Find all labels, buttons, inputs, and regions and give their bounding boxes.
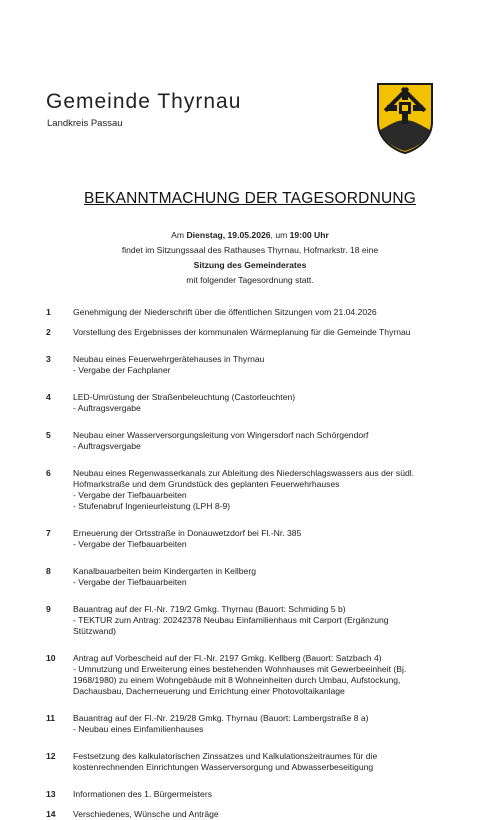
agenda-item-line: Dachausbau, Dacherneuerung und Errichtung einer Photovoltaikanlage (73, 686, 345, 696)
agenda-item-number: 12 (46, 751, 56, 761)
coat-of-arms-icon (376, 82, 434, 154)
agenda-item-line: - Vergabe der Tiefbauarbeiten (73, 577, 187, 587)
agenda-item-line: Neubau eines Regenwasserkanals zur Ableitung des Niederschlagswassers aus der südl. (73, 468, 415, 478)
agenda-item (46, 789, 466, 800)
agenda-item-number: 5 (46, 430, 51, 440)
agenda-item (46, 713, 466, 735)
agenda-item-line: Bauantrag auf der Fl.-Nr. 219/28 Gmkg. Thyrnau (Bauort: Lambergstraße 8 a) (73, 713, 369, 723)
agenda-item-line: Vorstellung des Ergebnisses der kommunalen Wärmeplanung für die Gemeinde Thyrnau (73, 327, 411, 337)
agenda-item-line: Neubau eines Feuerwehrgerätehauses in Thyrnau (73, 354, 265, 364)
agenda-item-text (73, 307, 466, 318)
agenda-item-line: Antrag auf Vorbescheid auf der Fl.-Nr. 2197 Gmkg. Kellberg (Bauort: Satzbach 4) (73, 653, 382, 663)
agenda-item (46, 327, 466, 338)
agenda-item-text (73, 354, 466, 376)
agenda-item-line: kostenrechnenden Einrichtungen Wasserversorgung und Abwasserbeseitigung (73, 762, 374, 772)
agenda-item-text (73, 392, 466, 414)
agenda-item (46, 354, 466, 376)
agenda-item-line: Verschiedenes, Wünsche und Anträge (73, 809, 219, 819)
agenda-item-line: - Auftragsvergabe (73, 441, 141, 451)
agenda-item (46, 468, 466, 512)
agenda-list (46, 307, 466, 820)
meeting-date: Dienstag, 19.05.2026 (186, 230, 271, 240)
agenda-item (46, 430, 466, 452)
agenda-item-line: - Umnutzung und Erweiterung eines bestehenden Wohnhauses mit Gewerbeeinheit (Bj. (73, 664, 407, 674)
agenda-item (46, 566, 466, 588)
meeting-time: 19:00 Uhr (289, 230, 329, 240)
meeting-date-line (0, 228, 500, 243)
intro-closing: mit folgender Tagesordnung statt. (186, 275, 314, 285)
intro-prefix: Am (171, 230, 187, 240)
agenda-item (46, 392, 466, 414)
agenda-item-line: Festsetzung des kalkulatorischen Zinssatzes und Kalkulationszeitraumes für die (73, 751, 378, 761)
agenda-item-line: Hofmarkstraße und dem Grundstück des geplanten Feuerwehrhauses (73, 479, 340, 489)
agenda-item-number: 7 (46, 528, 51, 538)
agenda-item (46, 307, 466, 318)
agenda-item-number: 6 (46, 468, 51, 478)
agenda-item-line: 1968/1980) zu einem Wohngebäude mit 8 Wohneinheiten durch Umbau, Aufstockung, (73, 675, 401, 685)
agenda-item-text (73, 430, 466, 452)
meeting-intro (0, 228, 500, 288)
agenda-item-number: 13 (46, 789, 56, 799)
agenda-item (46, 653, 466, 697)
agenda-item-line: LED-Umrüstung der Straßenbeleuchtung (Castorleuchten) (73, 392, 296, 402)
agenda-item-text (73, 528, 466, 550)
agenda-item-line: Stützwand) (73, 626, 116, 636)
agenda-item-number: 2 (46, 327, 51, 337)
district-name: Landkreis Passau (47, 118, 123, 129)
agenda-item-number: 10 (46, 653, 56, 663)
meeting-location: findet im Sitzungssaal des Rathauses Thyrnau, Hofmarkstr. 18 eine (121, 245, 379, 255)
agenda-item-number: 9 (46, 604, 51, 614)
document-title: BEKANNTMACHUNG DER TAGESORDNUNG (83, 190, 417, 207)
agenda-item-line: Informationen des 1. Bürgermeisters (73, 789, 212, 799)
agenda-item-line: - Neubau eines Einfamilienhauses (73, 724, 204, 734)
agenda-item-number: 3 (46, 354, 51, 364)
agenda-item-text (73, 327, 466, 338)
agenda-item-line: - Stufenabruf Ingenieurleistung (LPH 8-9) (73, 501, 231, 511)
meeting-type: Sitzung des Gemeinderates (193, 260, 307, 270)
agenda-item-line: - Auftragsvergabe (73, 403, 141, 413)
agenda-item-line: Genehmigung der Niederschrift über die öffentlichen Sitzungen vom 21.04.2026 (73, 307, 377, 317)
agenda-item-number: 14 (46, 809, 56, 819)
agenda-item-text (73, 751, 466, 773)
agenda-item-line: Neubau einer Wasserversorgungsleitung von Wingersdorf nach Schörgendorf (73, 430, 369, 440)
agenda-item-line: - Vergabe der Tiefbauarbeiten (73, 490, 187, 500)
agenda-item (46, 751, 466, 773)
municipality-name: Gemeinde Thyrnau (46, 90, 242, 113)
agenda-item-text (73, 653, 466, 697)
agenda-item-number: 11 (46, 713, 56, 723)
agenda-item-number: 8 (46, 566, 51, 576)
agenda-item (46, 528, 466, 550)
agenda-item-line: - Vergabe der Tiefbauarbeiten (73, 539, 187, 549)
agenda-item-line: Erneuerung der Ortsstraße in Donauwetzdorf bei Fl.-Nr. 385 (73, 528, 302, 538)
agenda-item-line: Bauantrag auf der Fl.-Nr. 719/2 Gmkg. Thyrnau (Bauort: Schmiding 5 b) (73, 604, 346, 614)
agenda-item (46, 604, 466, 637)
agenda-item-text (73, 468, 466, 512)
agenda-item-text (73, 604, 466, 637)
agenda-item-number: 4 (46, 392, 51, 402)
agenda-item-line: - TEKTUR zum Antrag: 20242378 Neubau Einfamilienhaus mit Carport (Ergänzung (73, 615, 389, 625)
agenda-item-number: 1 (46, 307, 51, 317)
agenda-item-line: Kanalbauarbeiten beim Kindergarten in Kellberg (73, 566, 256, 576)
agenda-item-text (73, 566, 466, 588)
agenda-item-text (73, 809, 466, 820)
agenda-item-text (73, 713, 466, 735)
agenda-item-line: - Vergabe der Fachplaner (73, 365, 171, 375)
intro-mid: , um (270, 230, 290, 240)
agenda-item (46, 809, 466, 820)
agenda-item-text (73, 789, 466, 800)
